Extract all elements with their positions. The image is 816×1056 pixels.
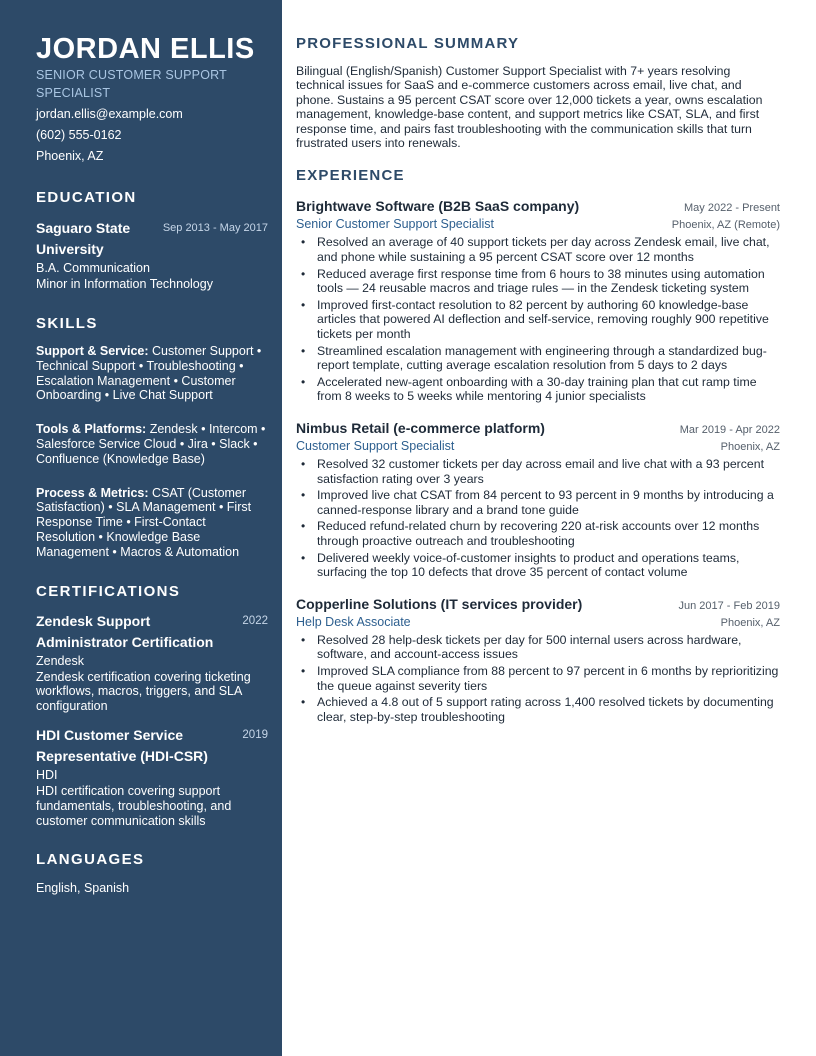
skills-heading: SKILLS	[36, 315, 98, 332]
skill-group-text: Customer Support • Technical Support • Troubleshooting • Escalation Management • Customer Onboarding • Live Chat Support	[36, 344, 262, 403]
contact-location: Phoenix, AZ	[36, 149, 104, 163]
education-school: Saguaro State University	[36, 220, 131, 257]
job-bullet: • Reduced refund-related churn by recovering 220 at-risk accounts over 12 months through proactive outreach and troubleshooting	[296, 519, 780, 548]
skill-group	[36, 486, 268, 560]
candidate-title: SENIOR CUSTOMER SUPPORT SPECIALIST	[36, 68, 227, 100]
job-dates: Mar 2019 - Apr 2022	[679, 423, 780, 436]
certification-description: Zendesk certification covering ticketing workflows, macros, triggers, and SLA configuration	[36, 669, 251, 713]
contact-info	[36, 104, 268, 166]
certification-item	[36, 725, 268, 828]
job-role: Help Desk Associate	[296, 614, 411, 629]
certifications-section	[36, 582, 268, 829]
education-heading: EDUCATION	[36, 189, 137, 206]
education-dates: Sep 2013 - May 2017	[162, 222, 268, 234]
certification-item	[36, 611, 268, 714]
skill-group-label: Tools & Platforms:	[36, 422, 147, 437]
skill-group-label: Process & Metrics:	[36, 485, 149, 500]
job-bullets	[296, 457, 780, 580]
job-dates: Jun 2017 - Feb 2019	[678, 599, 780, 612]
job-dates: May 2022 - Present	[684, 202, 780, 215]
skills-section	[36, 314, 268, 560]
main-content	[296, 34, 780, 726]
certification-year: 2019	[242, 729, 268, 742]
experience-section	[296, 166, 780, 724]
job-bullets	[296, 235, 780, 404]
job-location: Phoenix, AZ	[720, 440, 780, 453]
contact-email[interactable]: jordan.ellis@example.com	[36, 107, 183, 121]
sidebar	[0, 0, 282, 1056]
languages-section	[36, 850, 268, 896]
job-entry	[296, 418, 780, 580]
job-company: Nimbus Retail (e-commerce platform)	[296, 419, 545, 436]
job-bullet: • Delivered weekly voice-of-customer insights to product and operations teams, surfacing the top 10 defects that drove 35 percent of contact volume	[296, 551, 780, 580]
job-company: Copperline Solutions (IT services provider)	[296, 595, 583, 612]
job-bullet: • Accelerated new-agent onboarding with a 30-day training plan that cut ramp time from 8 weeks to 5 weeks while mentoring 4 junior specialists	[296, 375, 780, 404]
job-bullet: • Resolved 28 help-desk tickets per day for 500 internal users across hardware, software, and account-access issues	[296, 633, 780, 662]
job-bullet: • Resolved an average of 40 support tickets per day across Zendesk email, live chat, and phone while sustaining a 95 percent CSAT score over 12 months	[296, 235, 780, 264]
job-role: Senior Customer Support Specialist	[296, 217, 495, 232]
job-bullet: • Achieved a 4.8 out of 5 support rating across 1,400 resolved tickets by documenting clear, step-by-step troubleshooting	[296, 695, 780, 724]
job-entry	[296, 594, 780, 725]
job-bullet: • Resolved 32 customer tickets per day across email and live chat with a 93 percent satisfaction rating over 3 years	[296, 457, 780, 486]
job-entry	[296, 196, 780, 404]
skill-group	[36, 344, 268, 403]
certification-name: HDI Customer Service Representative (HDI-CSR)	[36, 727, 208, 765]
education-row	[36, 218, 268, 260]
education-minor: Minor in Information Technology	[36, 277, 213, 291]
job-bullet: • Improved live chat CSAT from 84 percent to 93 percent in 9 months by introducing a canned-response library and a brand tone guide	[296, 488, 780, 517]
experience-heading: EXPERIENCE	[296, 167, 405, 185]
skill-group-text: Zendesk • Intercom • Salesforce Service Cloud • Jira • Slack • Confluence (Knowledge Base)	[36, 422, 266, 466]
skill-group-text: CSAT (Customer Satisfaction) • SLA Management • First Response Time • First-Contact Resolution • Knowledge Base Management • Macros & Automation	[36, 485, 252, 559]
job-location: Phoenix, AZ	[720, 616, 780, 629]
summary-heading: PROFESSIONAL SUMMARY	[296, 35, 520, 52]
certifications-heading: CERTIFICATIONS	[36, 582, 181, 600]
job-location: Phoenix, AZ (Remote)	[671, 219, 780, 232]
education-degree: B.A. Communication	[36, 261, 150, 275]
certification-name: Zendesk Support Administrator Certification	[36, 612, 214, 650]
summary-section	[296, 34, 780, 150]
summary-text: Bilingual (English/Spanish) Customer Support Specialist with 7+ years resolving technical issues for SaaS and e-commerce customers across email, live chat, and phone. Sustains a 95 percent CSAT score over 12,000 tickets a year, owns escalation management, knowledge-base content, and support metrics like CSAT, SLA, and first response time, and pairs fast troubleshooting with the communication skills that turn frustrated users into renewals.	[296, 64, 763, 151]
job-role: Customer Support Specialist	[296, 438, 455, 453]
skill-group-label: Support & Service:	[36, 344, 149, 358]
languages-text: English, Spanish	[36, 881, 130, 896]
job-bullets	[296, 633, 780, 725]
certification-issuer: HDI	[36, 768, 58, 783]
contact-phone[interactable]: (602) 555-0162	[36, 128, 122, 142]
job-bullet: • Streamlined escalation management with engineering through a standardized bug-report template, cutting average escalation resolution from 5 days to 2 days	[296, 344, 780, 373]
languages-heading: LANGUAGES	[36, 851, 145, 869]
job-bullet: • Improved first-contact resolution to 82 percent by authoring 60 knowledge-base articles that powered AI deflection and self-service, removing roughly 900 repetitive tickets per month	[296, 298, 780, 342]
certification-year: 2022	[242, 614, 268, 627]
job-bullet: • Improved SLA compliance from 88 percent to 97 percent in 6 months by reprioritizing the queue against severity tiers	[296, 664, 780, 693]
skill-group	[36, 422, 268, 466]
job-bullet: • Reduced average first response time from 6 hours to 38 minutes using automation tools — 24 reusable macros and triage rules — in the Zendesk ticketing system	[296, 267, 780, 296]
certification-issuer: Zendesk	[36, 653, 84, 668]
certification-description: HDI certification covering support fundamentals, troubleshooting, and customer communication skills	[36, 784, 232, 828]
candidate-name: JORDAN ELLIS	[36, 33, 255, 65]
job-company: Brightwave Software (B2B SaaS company)	[296, 198, 580, 215]
education-section	[36, 188, 268, 292]
